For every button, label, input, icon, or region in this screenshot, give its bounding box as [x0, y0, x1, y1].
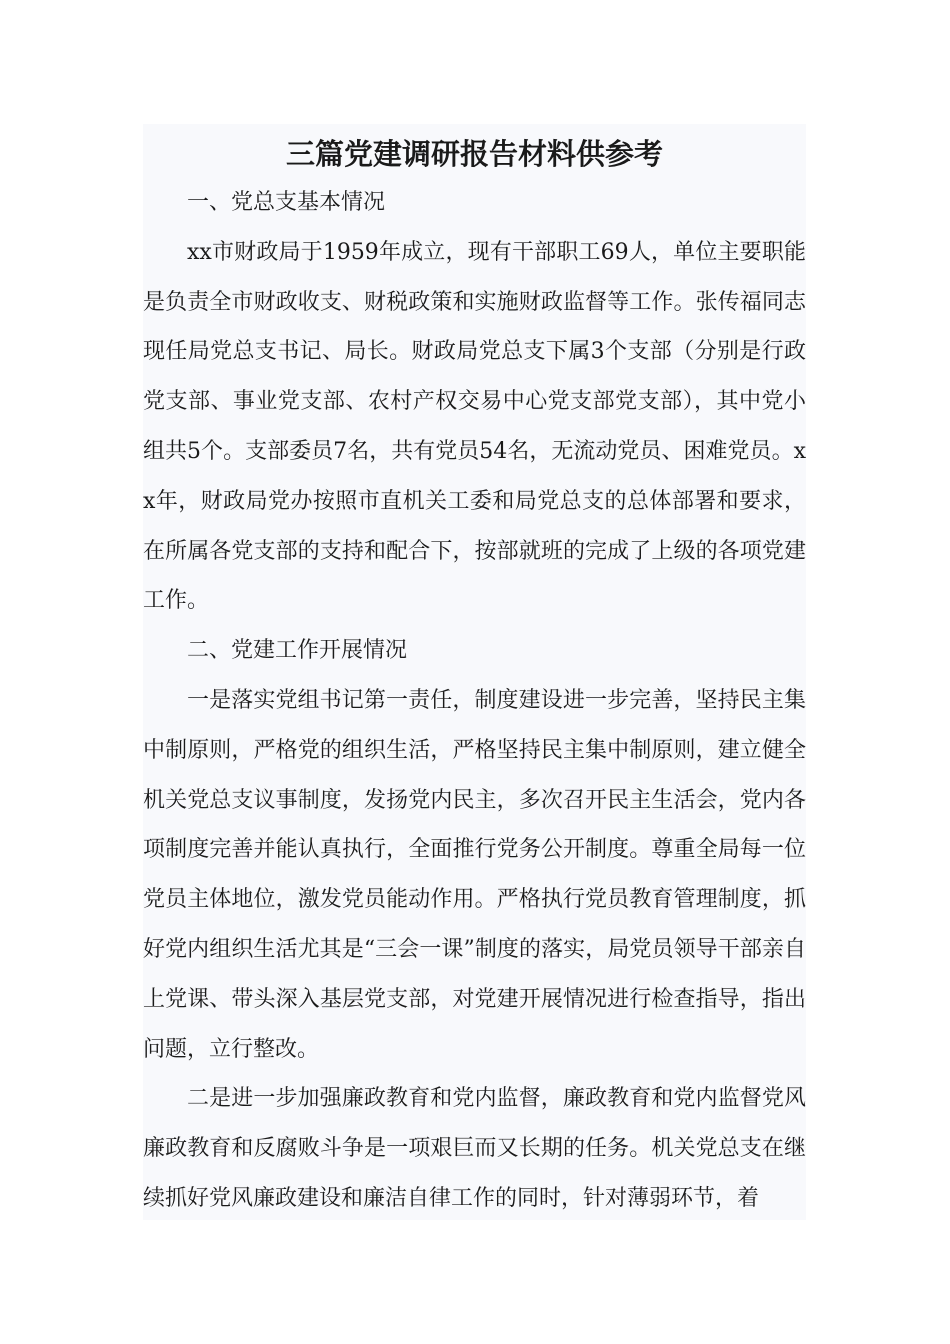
document-body: [143, 124, 806, 1220]
paragraph-3: 二是进一步加强廉政教育和党内监督，廉政教育和党内监督党风廉政教育和反腐败斗争是一项艰巨而又长期的任务。机关党总支在继续抓好党风廉政建设和廉洁自律工作的同时，针对薄弱环节，着: [143, 1086, 806, 1211]
section-heading-2: 二、党建工作开展情况: [187, 638, 408, 664]
paragraph-2: 一是落实党组书记第一责任，制度建设进一步完善，坚持民主集中制原则，严格党的组织生活，严格坚持民主集中制原则，建立健全机关党总支议事制度，发扬党内民主，多次召开民主生活会，党内各项制度完善并能认真执行，全面推行党务公开制度。尊重全局每一位党员主体地位，激发党员能动作用。严格执行党员教育管理制度，抓好党内组织生活尤其是“三会一课”制度的落实，局党员领导干部亲自上党课、带头深入基层党支部，对党建开展情况进行检查指导，指出问题，立行整改。: [143, 687, 806, 1062]
document-title: 三篇党建调研报告材料供参考: [285, 137, 663, 171]
paragraph-1: xx市财政局于1959年成立，现有干部职工69人，单位主要职能是负责全市财政收支、财税政策和实施财政监督等工作。张传福同志现任局党总支书记、局长。财政局党总支下属3个支部（分别是行政党支部、事业党支部、农村产权交易中心党支部党支部），其中党小组共5个。支部委员7名，共有党员54名，无流动党员、困难党员。xx年，财政局党办按照市直机关工委和局党总支的总体部署和要求，在所属各党支部的支持和配合下，按部就班的完成了上级的各项党建工作。: [143, 239, 806, 614]
section-heading-1: 一、党总支基本情况: [187, 190, 386, 215]
